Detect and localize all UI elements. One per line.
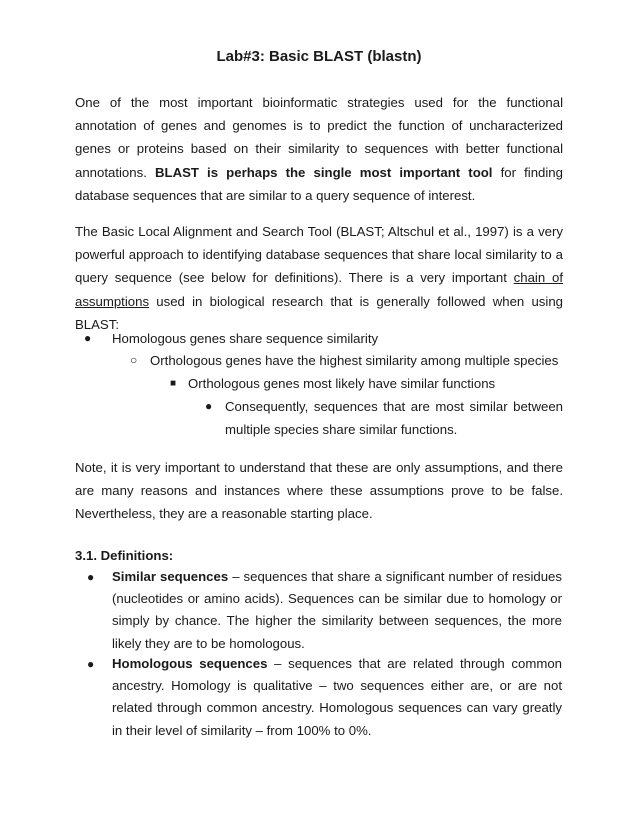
definition-text: [112, 566, 562, 655]
assumption-level-1-text: Homologous genes share sequence similarity: [112, 331, 379, 346]
intro-bold-text: BLAST is perhaps the single most important tool: [154, 164, 493, 180]
definition-body: – sequences that are related through common ancestry. Homology is qualitative – two sequences either are, or are not related through common ancestry. Homologous sequences can vary greatly in their level of similarity – from 100% to 0%.: [112, 656, 562, 738]
blast-text-1: The Basic Local Alignment and Search Tool (BLAST; Altschul et al., 1997) is a very powerful approach to identifying database sequences that share local similarity to a query sequence (see below for definitions). There is a very important: [75, 224, 563, 286]
assumption-level-4-text: Consequently, sequences that are most similar between multiple species share similar functions.: [225, 399, 563, 438]
definition-text: [112, 653, 562, 742]
disc-bullet-icon: ●: [87, 657, 95, 671]
chain-of-assumptions-underline: chain of assumptions: [75, 270, 563, 309]
definition-homologous-sequences: [84, 653, 564, 745]
intro-text-2: for finding database sequences that are similar to a query sequence of interest.: [75, 164, 563, 203]
definition-term: Similar sequences: [112, 569, 229, 584]
assumption-level-3: [170, 372, 560, 396]
definition-similar-sequences: [84, 566, 564, 658]
assumption-level-2: [130, 349, 560, 373]
assumption-level-1: [84, 327, 554, 351]
disc-bullet-icon: ●: [205, 399, 213, 413]
intro-paragraph: [75, 91, 563, 207]
note-paragraph: Note, it is very important to understand that these are only assumptions, and there are many reasons and instances where these assumptions prove to be false. Nevertheless, they are a reasonable starting place.: [75, 460, 563, 522]
disc-bullet-icon: ●: [87, 570, 95, 584]
page-title: Lab#3: Basic BLAST (blastn): [216, 48, 422, 65]
square-bullet-icon: ■: [170, 378, 177, 389]
blast-paragraph: [75, 220, 563, 336]
definitions-heading: 3.1. Definitions:: [75, 548, 174, 563]
blast-text-2: used in biological research that is generally followed when using BLAST:: [75, 293, 563, 332]
assumption-level-4: [205, 395, 563, 443]
definition-term: Homologous sequences: [112, 656, 268, 671]
disc-bullet-icon: ●: [84, 331, 92, 345]
definition-body: – sequences that share a significant number of residues (nucleotides or amino acids). Sequences can be similar due to homology or simply by chance. The higher the similarity between sequences, the more likely they are to be homologous.: [112, 569, 562, 651]
assumption-level-2-text: Orthologous genes have the highest similarity among multiple species: [150, 353, 559, 368]
assumption-level-3-text: Orthologous genes most likely have similar functions: [188, 376, 496, 391]
circle-bullet-icon: ○: [130, 353, 138, 367]
intro-text-1: One of the most important bioinformatic strategies used for the functional annotation of genes and genomes is to predict the function of uncharacterized genes or proteins based on their similarity to sequences with better functional annotations.: [75, 95, 563, 180]
